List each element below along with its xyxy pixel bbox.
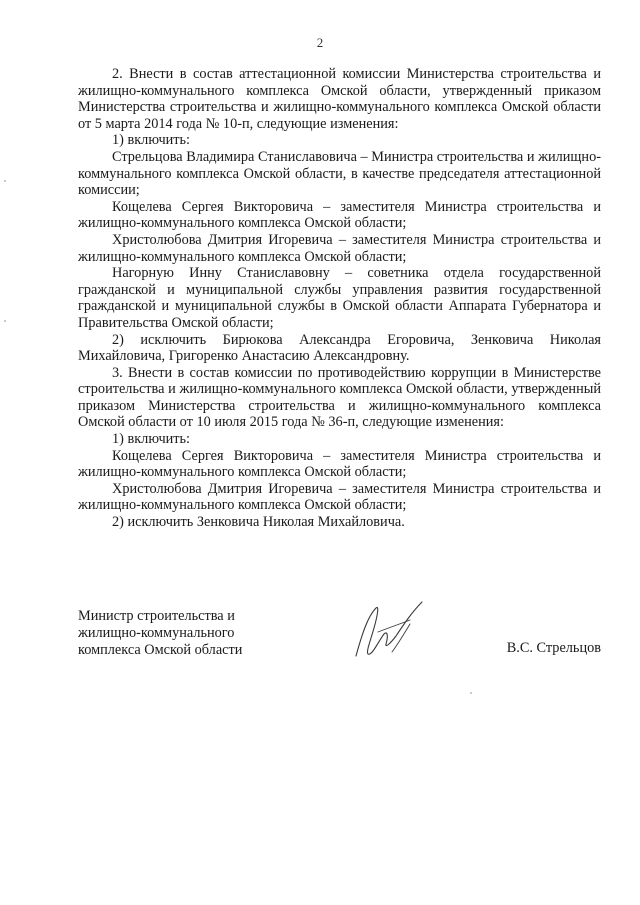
paragraph-exclude-2: 2) исключить Зенковича Николая Михайловича.	[112, 514, 405, 531]
scan-speck	[4, 320, 6, 322]
paragraph-section-2-intro: 2. Внести в состав аттестационной комиссии Министерства строительства и жилищно-коммунального комплекса Омской области, утвержденный приказом Министерства строительства и жилищно-коммунального комплекса Омской области от 5 марта 2014 года № 10-п, следующие изменения:	[78, 66, 601, 132]
signatory-title-line: жилищно-коммунального	[78, 625, 235, 641]
document-body	[78, 66, 601, 531]
signatory-name: В.С. Стрельцов	[506, 640, 601, 656]
signatory-title-line: комплекса Омской области	[78, 642, 243, 658]
signatory-title-line: Министр строительства и	[78, 608, 235, 624]
page-number: 2	[316, 35, 324, 50]
paragraph-khristolyubov: Христолюбова Дмитрия Игоревича – заместителя Министра строительства и жилищно-коммунального комплекса Омской области;	[78, 231, 601, 265]
scan-speck	[470, 692, 472, 694]
handwritten-signature-icon	[348, 594, 438, 664]
signatory-title	[78, 608, 298, 659]
scan-speck	[4, 180, 6, 182]
paragraph-nagornaya: Нагорную Инну Станиславовну – советника отдела государственной гражданской и муниципальной службы управления развития государственной гражданской и муниципальной службы в Омской области Аппарата Губернатора и Правительства Омской области;	[78, 265, 601, 331]
paragraph-koshelev-2: Кощелева Сергея Викторовича – заместителя Министра строительства и жилищно-коммунального комплекса Омской области;	[78, 447, 601, 481]
paragraph-section-3-intro: 3. Внести в состав комиссии по противодействию коррупции в Министерстве строительства и жилищно-коммунального комплекса Омской области, утвержденный приказом Министерства строительства и жилищно-коммунального комплекса Омской области от 10 июля 2015 года № 36-п, следующие изменения:	[78, 364, 601, 431]
paragraph-strelcov: Стрельцова Владимира Станиславовича – Министра строительства и жилищно-коммунального комплекса Омской области, в качестве председателя аттестационной комиссии;	[78, 148, 601, 199]
paragraph-khristolyubov-2: Христолюбова Дмитрия Игоревича – заместителя Министра строительства и жилищно-коммунального комплекса Омской области;	[78, 480, 601, 514]
paragraph-koshelev: Кощелева Сергея Викторовича – заместителя Министра строительства и жилищно-коммунального комплекса Омской области;	[78, 198, 601, 232]
paragraph-include-label-2: 1) включить:	[112, 431, 191, 448]
paragraph-exclude: 2) исключить Бирюкова Александра Егоровича, Зенковича Николая Михайловича, Григоренко Анастасию Александровну.	[78, 331, 601, 365]
paragraph-include-label: 1) включить:	[112, 132, 191, 149]
signature-block	[78, 608, 601, 668]
